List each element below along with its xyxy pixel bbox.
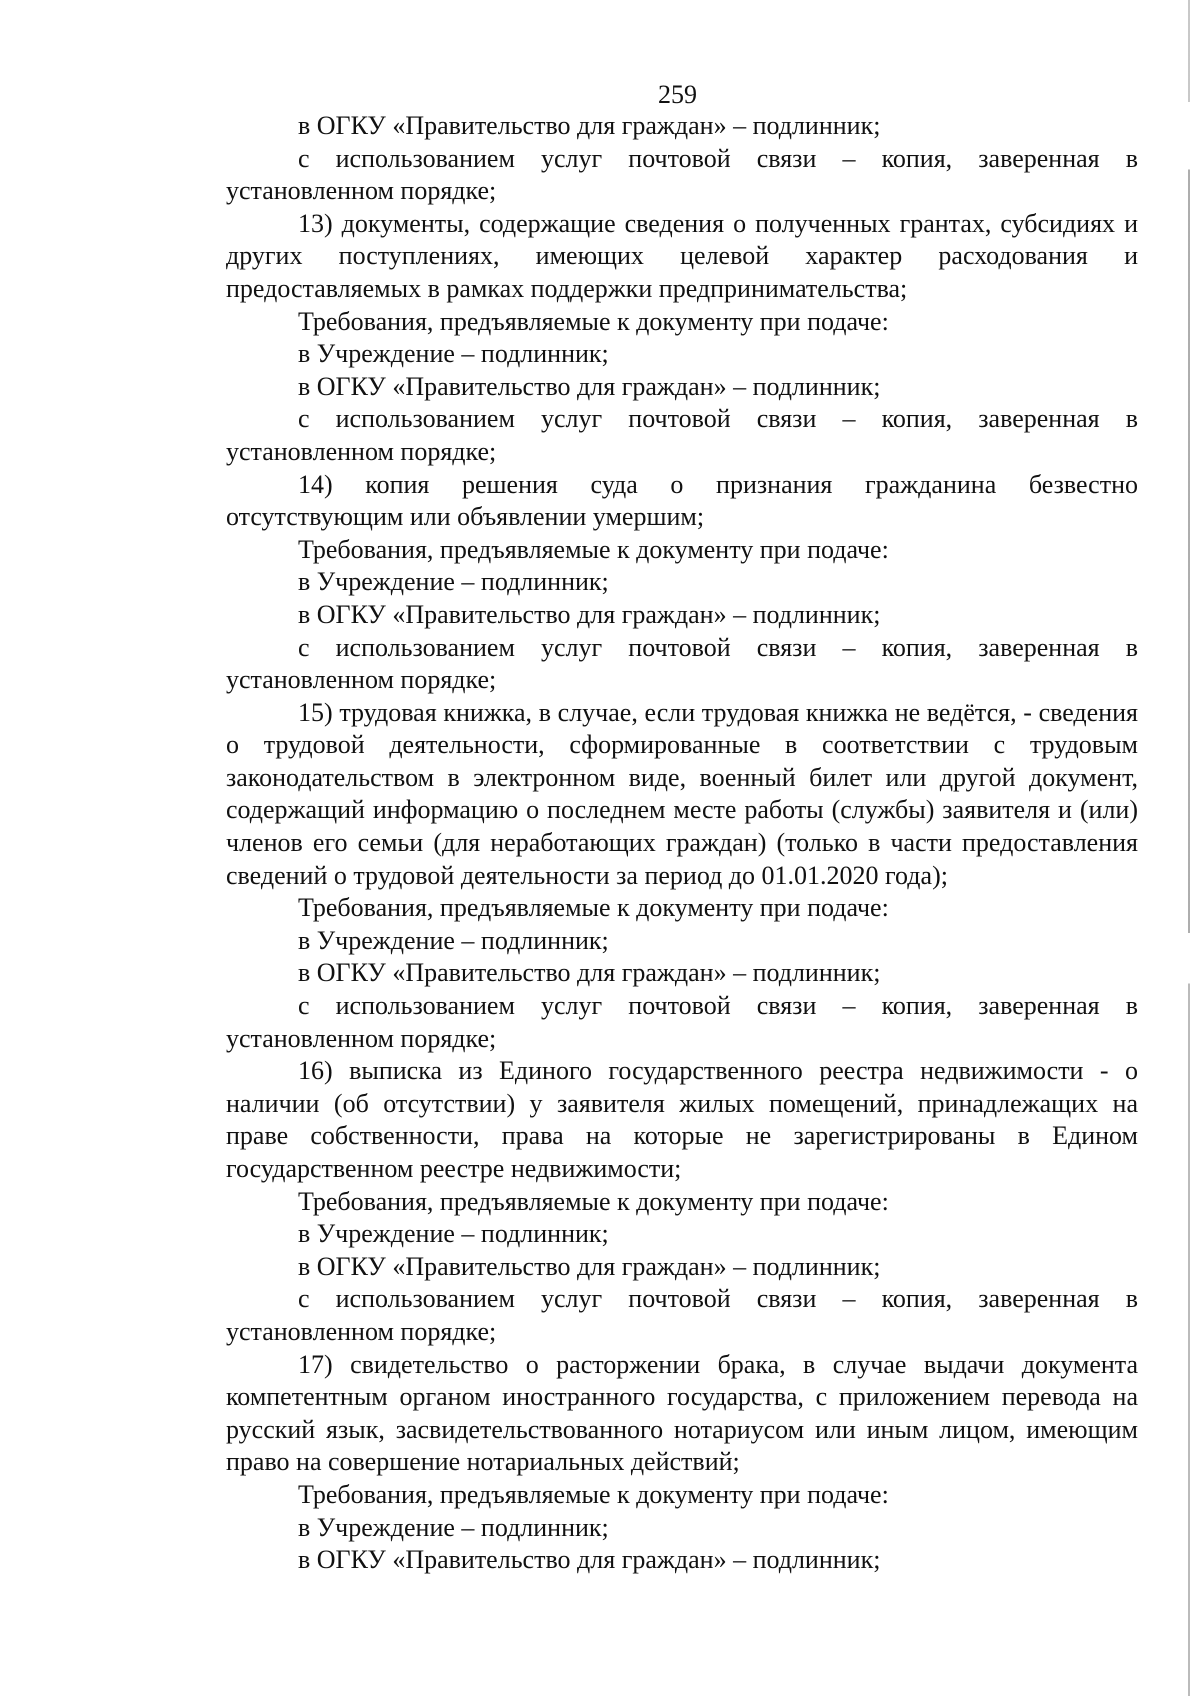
paragraph: Требования, предъявляемые к документу при подаче: [298,1479,889,1509]
paragraph: с использованием услуг почтовой связи – копия, заверенная в установленном порядке; [226,632,1138,695]
paragraph: 17) свидетельство о расторжении брака, в случае выдачи документа компетентным органом иностранного государства, с приложением перевода на русский язык, засвидетельствованного нотариусом или иным лицом, имеющим право на совершение нотариальных действий; [226,1349,1138,1477]
paragraph: Требования, предъявляемые к документу при подаче: [298,534,889,564]
paragraph: в ОГКУ «Правительство для граждан» – подлинник; [298,599,881,629]
paragraph: с использованием услуг почтовой связи – копия, заверенная в установленном порядке; [226,143,1138,206]
paragraph: в ОГКУ «Правительство для граждан» – подлинник; [298,111,881,140]
paragraph: 15) трудовая книжка, в случае, если трудовая книжка не ведётся, - сведения о трудовой деятельности, сформированные в соответствии с трудовым законодательством в электронном виде, военный билет или другой документ, содержащий информацию о последнем месте работы (службы) заявителя и (или) членов его семьи (для неработающих граждан) (только в части предоставления сведений о трудовой деятельности за период до 01.01.2020 года); [226,697,1138,890]
paragraph: в ОГКУ «Правительство для граждан» – подлинник; [298,371,881,401]
page-number: 259 [658,80,697,109]
paragraph: в ОГКУ «Правительство для граждан» – подлинник; [298,1251,881,1281]
paragraph: 16) выписка из Единого государственного реестра недвижимости - о наличии (об отсутствии) у заявителя жилых помещений, принадлежащих на праве собственности, права на которые не зарегистрированы в Едином государственном реестре недвижимости; [226,1056,1138,1183]
paragraph: в Учреждение – подлинник; [298,567,609,597]
scan-edge-mark [1188,0,1190,1696]
paragraph: с использованием услуг почтовой связи – копия, заверенная в установленном порядке; [226,404,1138,466]
paragraph: в ОГКУ «Правительство для граждан» – подлинник; [298,958,881,988]
paragraph: в Учреждение – подлинник; [298,1219,609,1249]
paragraph: в Учреждение – подлинник; [298,339,609,369]
paragraph: в Учреждение – подлинник; [298,925,609,955]
paragraph: Требования, предъявляемые к документу при подаче: [298,306,889,336]
paragraph: 13) документы, содержащие сведения о полученных грантах, субсидиях и других поступлениях, имеющих целевой характер расходования и предоставляемых в рамках поддержки предпринимательства; [226,208,1138,303]
paragraph: в Учреждение – подлинник; [298,1512,609,1542]
paragraph: 14) копия решения суда о признания гражданина безвестно отсутствующим или объявлении умершим; [226,469,1138,532]
paragraph: с использованием услуг почтовой связи – копия, заверенная в установленном порядке; [226,991,1138,1053]
paragraph: с использованием услуг почтовой связи – копия, заверенная в установленном порядке; [226,1284,1138,1346]
document-body [226,110,1138,1577]
paragraph: Требования, предъявляемые к документу при подаче: [298,1186,889,1216]
paragraph: в ОГКУ «Правительство для граждан» – подлинник; [298,1545,881,1575]
paragraph: Требования, предъявляемые к документу при подаче: [298,893,889,923]
